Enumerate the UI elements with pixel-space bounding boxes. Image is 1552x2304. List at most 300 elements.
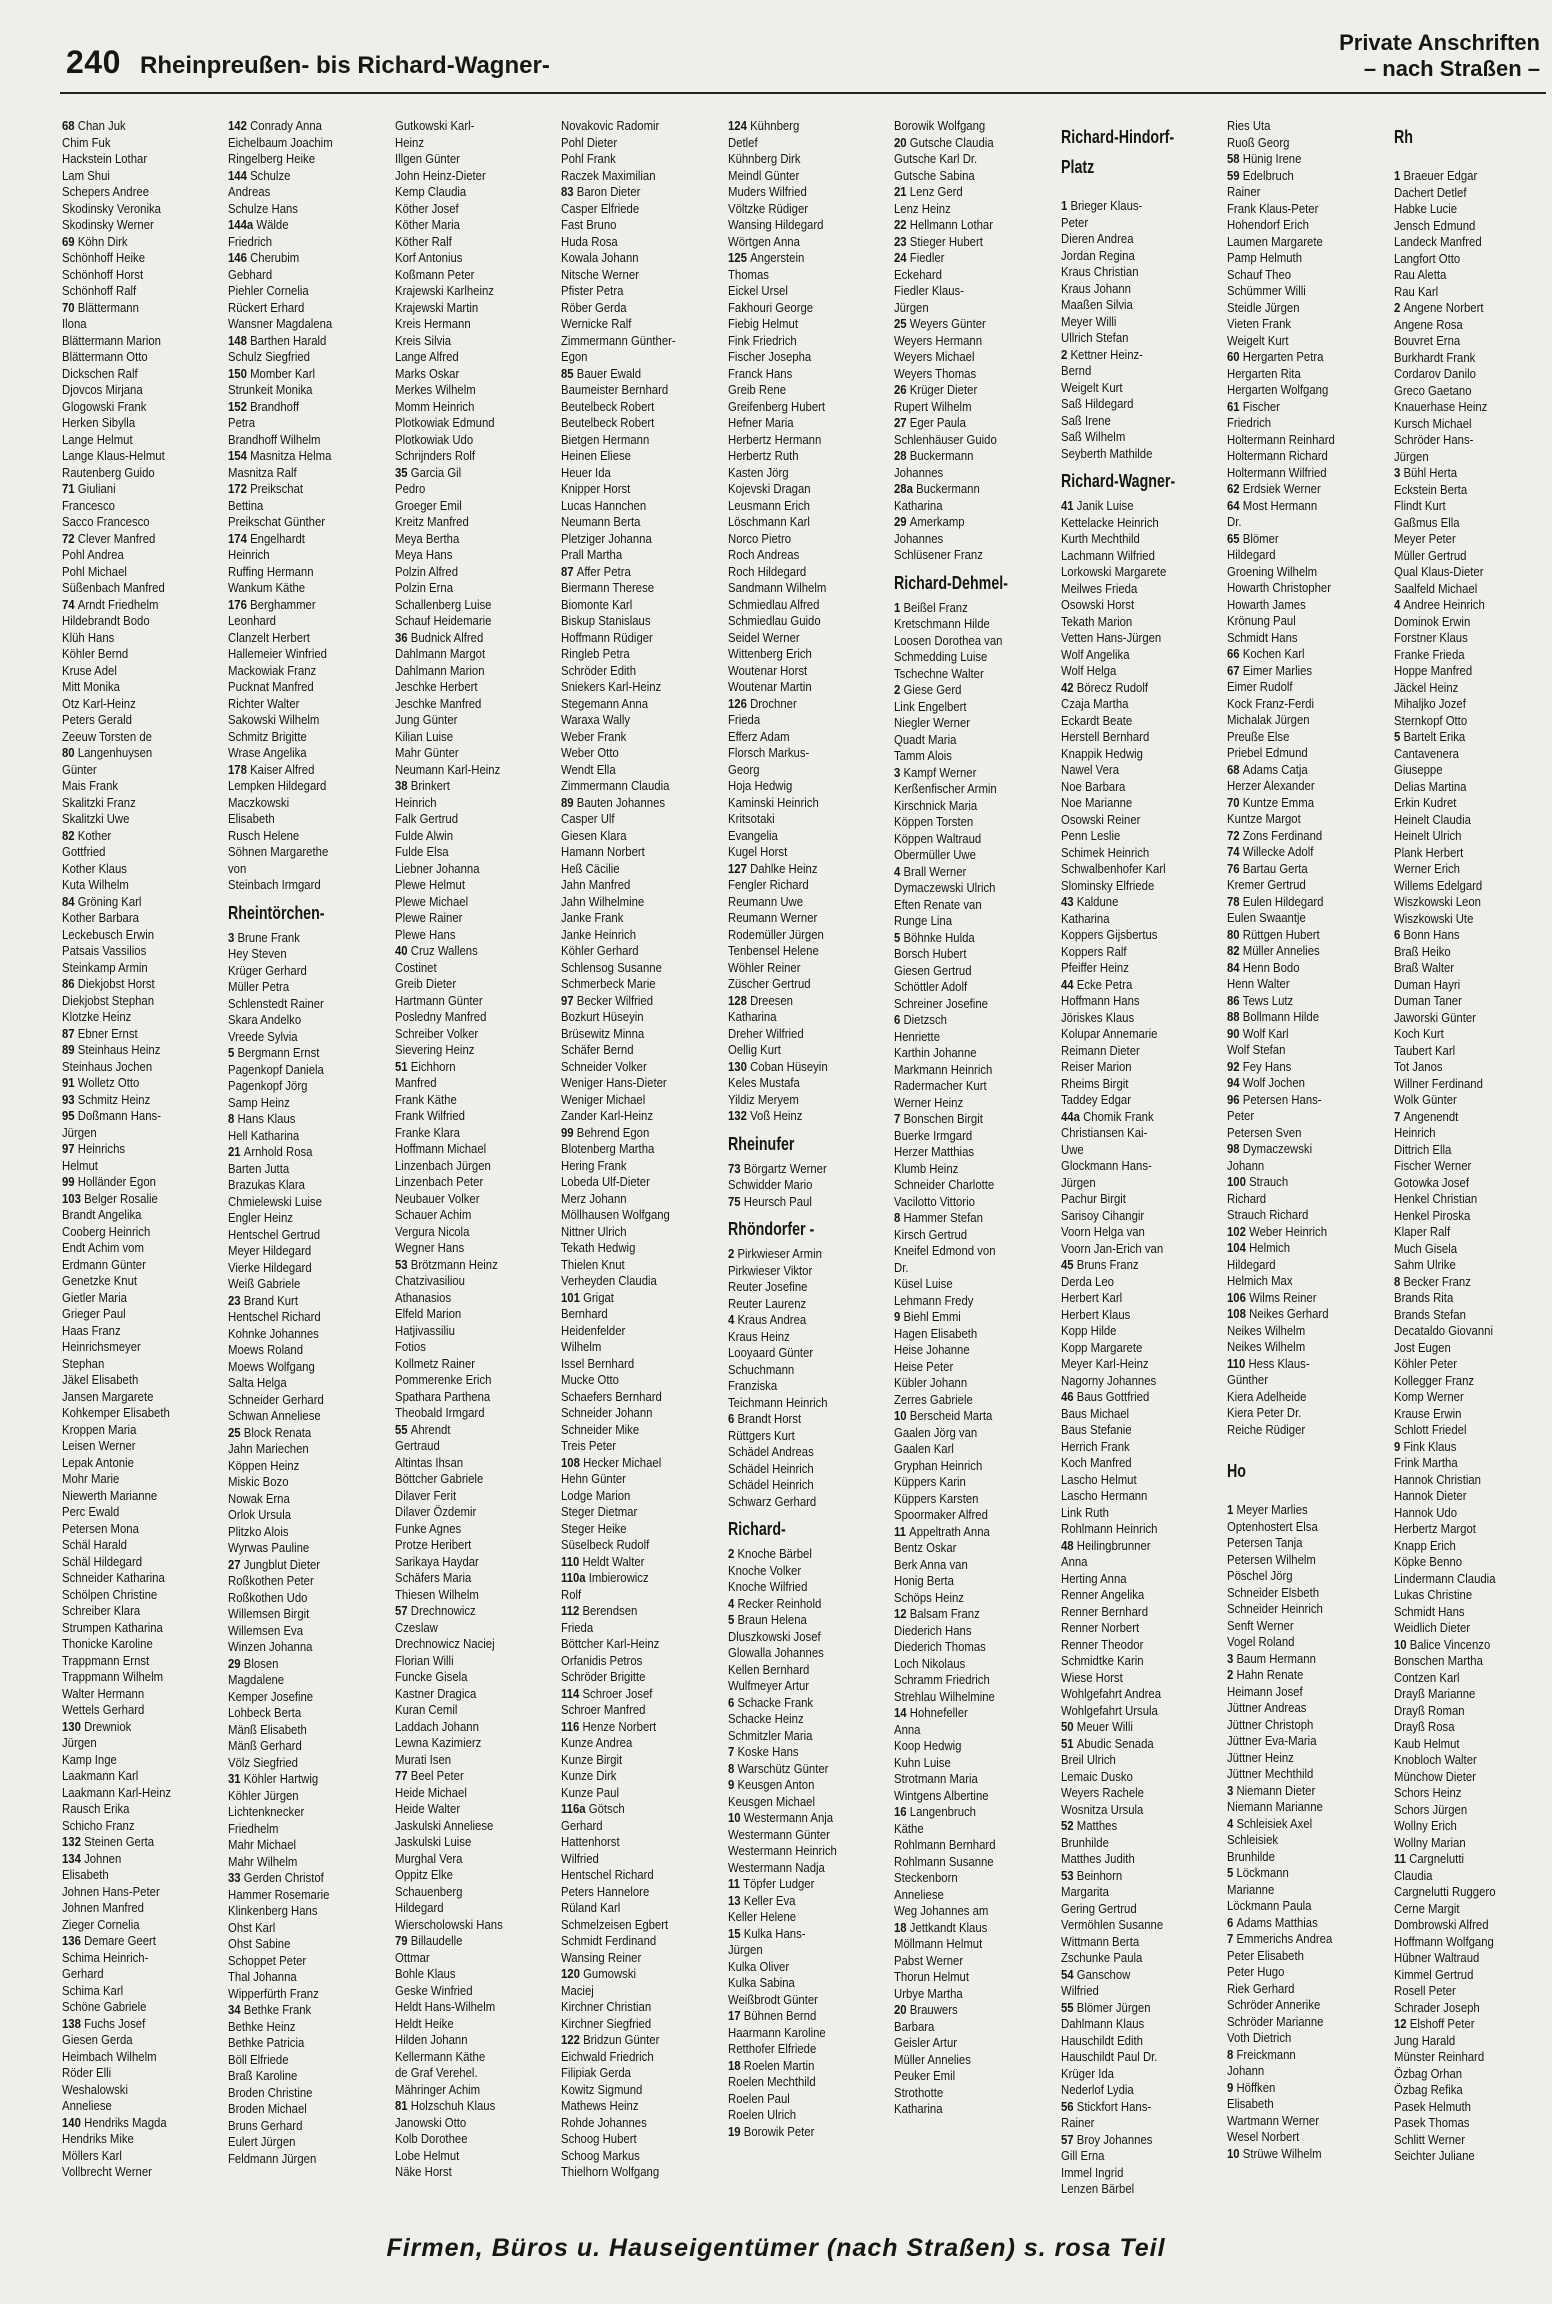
resident-entry: Kirsch Gertrud xyxy=(894,1226,968,1242)
resident-entry: Skalitzki Uwe xyxy=(62,811,130,826)
resident-entry: Friedrich xyxy=(1227,415,1272,430)
resident-entry: 45 Bruns Franz xyxy=(1060,1257,1139,1272)
resident-entry: Saß Wilhelm xyxy=(1060,429,1125,444)
resident-entry: Priebel Edmund xyxy=(1227,745,1308,760)
resident-entry: Schlitt Werner xyxy=(1393,2131,1465,2147)
resident-entry: Drechnowicz Naciej xyxy=(394,1636,495,1651)
resident-entry: 87 Ebner Ernst xyxy=(62,1025,138,1041)
resident-entry: Petersen Tanja xyxy=(1227,1535,1303,1550)
house-number: 94 xyxy=(1227,1075,1243,1090)
house-number: 12 xyxy=(894,1606,910,1621)
resident-entry: Wilfried xyxy=(1060,1983,1099,1998)
house-number: 82 xyxy=(62,827,78,843)
resident-entry: Schönhoff Ralf xyxy=(62,283,137,298)
resident-entry: Kreis Silvia xyxy=(394,332,451,348)
resident-entry: Köppen Torsten xyxy=(894,814,974,829)
resident-entry: Thorun Helmut xyxy=(894,1969,970,1984)
resident-entry: Rautenberg Guido xyxy=(62,464,155,480)
resident-entry: Jung Harald xyxy=(1393,2032,1455,2048)
resident-entry: Berk Anna van xyxy=(894,1556,968,1572)
resident-entry: Groeger Emil xyxy=(394,497,462,513)
house-number: 132 xyxy=(62,1834,85,1849)
resident-entry: Mackowiak Franz xyxy=(228,662,317,678)
resident-entry: Burkhardt Frank xyxy=(1393,349,1475,365)
resident-entry: Schoog Hubert xyxy=(561,2131,637,2146)
resident-entry: Steinbach Irmgard xyxy=(228,877,322,892)
house-number: 110a xyxy=(561,1570,590,1585)
resident-entry: Schröder Marianne xyxy=(1227,2013,1324,2029)
house-number: 29 xyxy=(228,1655,245,1671)
resident-entry: Mohr Marie xyxy=(62,1471,120,1486)
resident-entry: 90 Wolf Karl xyxy=(1227,1025,1289,1041)
resident-entry: Rupert Wilhelm xyxy=(894,398,972,414)
resident-entry: Derda Leo xyxy=(1060,1273,1114,1289)
resident-entry: Moews Roland xyxy=(228,1342,304,1357)
resident-entry: Lohbeck Berta xyxy=(228,1705,302,1720)
resident-entry: 28a Buckermann xyxy=(894,481,980,496)
resident-entry: Krönung Paul xyxy=(1227,613,1296,628)
resident-entry: 34 Bethke Frank xyxy=(228,2002,312,2017)
resident-entry: Willemsen Birgit xyxy=(228,1606,310,1621)
resident-entry: Heinelt Ulrich xyxy=(1393,828,1461,843)
resident-entry: Weyers Hermann xyxy=(894,332,983,348)
resident-entry: Wöhler Reiner xyxy=(727,959,801,975)
resident-entry: Raczek Maximilian xyxy=(561,167,656,183)
resident-entry: Weidlich Dieter xyxy=(1393,1620,1470,1635)
resident-entry: Djovcos Mirjana xyxy=(62,382,143,397)
resident-entry: Henn Walter xyxy=(1227,976,1290,991)
house-number: 98 xyxy=(1227,1141,1243,1156)
resident-entry: Lukas Christine xyxy=(1393,1587,1472,1602)
resident-entry: 120 Gumowski xyxy=(561,1966,637,1981)
house-number: 53 xyxy=(1060,1867,1077,1883)
resident-entry: Buerke Irmgard xyxy=(894,1127,973,1143)
resident-entry: Mähringer Achim xyxy=(394,2081,480,2097)
listing-column xyxy=(228,118,380,2222)
resident-entry: Schneider Volker xyxy=(561,1058,648,1074)
resident-entry: Groening Wilhelm xyxy=(1227,563,1318,579)
resident-entry: Kaminski Heinrich xyxy=(727,794,819,810)
house-number: 6 xyxy=(894,1012,904,1027)
resident-entry: Landeck Manfred xyxy=(1393,234,1482,249)
resident-entry: Link Engelbert xyxy=(894,698,967,714)
resident-entry: 10 Balice Vincenzo xyxy=(1393,1636,1490,1652)
resident-entry: Evangelia xyxy=(727,827,778,843)
resident-entry: Langfort Otto xyxy=(1393,250,1460,266)
resident-entry: Laddach Johann xyxy=(394,1718,479,1734)
resident-entry: Küppers Karin xyxy=(894,1474,967,1489)
resident-entry: Maaßen Silvia xyxy=(1060,297,1133,312)
resident-entry: 84 Gröning Karl xyxy=(62,893,142,909)
resident-entry: Brands Stefan xyxy=(1393,1306,1466,1322)
resident-entry: Merkes Wilhelm xyxy=(394,382,476,397)
resident-entry: Francesco xyxy=(62,497,115,513)
resident-entry: Hoffmann Michael xyxy=(394,1141,487,1156)
resident-entry: Hildegard xyxy=(394,1900,444,1915)
resident-entry: Willemsen Eva xyxy=(228,1622,304,1638)
resident-entry: Voth Dietrich xyxy=(1227,2030,1292,2045)
resident-entry: 67 Eimer Marlies xyxy=(1227,662,1313,678)
resident-entry: Chmielewski Luise xyxy=(228,1193,323,1209)
page-number: 240 xyxy=(66,44,121,80)
resident-entry: Kunze Andrea xyxy=(561,1735,633,1750)
house-number: 21 xyxy=(228,1144,245,1159)
house-number: 46 xyxy=(1060,1389,1077,1404)
resident-entry: Petra xyxy=(228,415,256,430)
resident-entry: Geisler Artur xyxy=(894,2035,958,2050)
house-number: 29 xyxy=(894,514,910,529)
resident-entry: Taubert Karl xyxy=(1393,1042,1455,1058)
section-heading-line2: – nach Straßen – xyxy=(1363,56,1540,81)
resident-entry: Michalak Jürgen xyxy=(1227,712,1310,727)
resident-entry: Weyers Michael xyxy=(894,349,975,364)
resident-entry: Keusgen Michael xyxy=(727,1793,815,1809)
resident-entry: Kohnke Johannes xyxy=(228,1325,320,1341)
resident-entry: Uwe xyxy=(1060,1141,1084,1157)
resident-entry: Kuran Cemil xyxy=(394,1702,458,1717)
resident-entry: Roelen Mechthild xyxy=(727,2074,816,2089)
resident-entry: Trappmann Wilhelm xyxy=(62,1669,164,1684)
resident-entry: Weber Frank xyxy=(561,728,627,744)
resident-entry: Köther Ralf xyxy=(394,233,452,249)
resident-entry: Eulen Swaantje xyxy=(1227,910,1306,925)
resident-entry: 178 Kaiser Alfred xyxy=(228,761,315,777)
resident-entry: Reuter Laurenz xyxy=(727,1295,806,1311)
resident-entry: Schmitz Brigitte xyxy=(228,728,308,744)
house-number: 93 xyxy=(62,1091,78,1107)
resident-entry: Drayß Roman xyxy=(1393,1702,1465,1718)
resident-entry: Neubauer Volker xyxy=(394,1190,480,1206)
resident-entry: 72 Clever Manfred xyxy=(62,530,156,546)
resident-entry: Meyer Peter xyxy=(1393,531,1456,546)
resident-entry: Müller Annelies xyxy=(894,2051,972,2067)
resident-entry: Strunkeit Monika xyxy=(228,382,313,397)
resident-entry: Eickel Ursel xyxy=(727,283,788,298)
resident-entry: 148 Barthen Harald xyxy=(228,332,327,348)
resident-entry: Korf Antonius xyxy=(394,250,463,265)
resident-entry: 69 Köhn Dirk xyxy=(62,233,128,249)
house-number: 148 xyxy=(228,332,251,348)
resident-entry: Vreede Sylvia xyxy=(228,1028,299,1044)
resident-entry: Hagen Elisabeth xyxy=(894,1325,978,1341)
resident-entry: Süßenbach Manfred xyxy=(62,580,165,595)
resident-entry: 11 Appeltrath Anna xyxy=(894,1523,991,1539)
resident-entry: Jaskulski Anneliese xyxy=(394,1817,494,1833)
resident-entry: Schroer Manfred xyxy=(561,1702,646,1717)
house-number: 26 xyxy=(894,382,910,397)
resident-entry: Nagorny Johannes xyxy=(1060,1372,1156,1388)
resident-entry: Beutelbeck Robert xyxy=(561,415,655,430)
resident-entry: 68 Chan Juk xyxy=(62,118,126,133)
resident-entry: 46 Baus Gottfried xyxy=(1060,1389,1149,1404)
resident-entry: Jüttner Mechthild xyxy=(1227,1766,1314,1781)
resident-entry: 14 Hohnefeller xyxy=(894,1705,969,1720)
resident-entry: Biermann Therese xyxy=(561,580,655,595)
resident-entry: Jaskulski Luise xyxy=(394,1834,472,1849)
resident-entry: Kursch Michael xyxy=(1393,415,1472,431)
resident-entry: 110 Hess Klaus- xyxy=(1227,1355,1310,1371)
resident-entry: Heinrichsmeyer xyxy=(62,1339,141,1354)
house-number: 51 xyxy=(394,1058,411,1074)
resident-entry: Anneliese xyxy=(894,1886,945,1902)
resident-entry: Yildiz Meryem xyxy=(727,1091,799,1107)
resident-entry: Köpke Benno xyxy=(1393,1554,1462,1569)
resident-entry: 10 Strüwe Wilhelm xyxy=(1227,2145,1322,2161)
resident-entry: Knobloch Walter xyxy=(1393,1752,1477,1767)
street-heading: Rhöndorfer - xyxy=(727,1219,814,1239)
resident-entry: Eckehard xyxy=(894,266,943,282)
resident-entry: Zeeuw Torsten de xyxy=(62,728,152,744)
resident-entry: Treis Peter xyxy=(561,1438,617,1453)
resident-entry: 108 Hecker Michael xyxy=(561,1454,662,1470)
house-number: 3 xyxy=(894,764,904,780)
resident-entry: Jahn Manfred xyxy=(561,877,631,892)
resident-entry: Wolf Helga xyxy=(1060,663,1116,678)
resident-entry: 174 Engelhardt xyxy=(228,530,306,546)
resident-entry: Heinrich xyxy=(228,547,271,562)
resident-entry: Jahn Wilhelmine xyxy=(561,893,645,909)
resident-entry: Blotenberg Martha xyxy=(561,1141,655,1156)
resident-entry: Münster Reinhard xyxy=(1393,2049,1484,2064)
resident-entry: Dreher Wilfried xyxy=(727,1025,804,1041)
resident-entry: Knoche Wilfried xyxy=(727,1579,808,1594)
house-number: 91 xyxy=(62,1075,78,1090)
house-number: 4 xyxy=(727,1312,738,1327)
resident-entry: Renner Bernhard xyxy=(1060,1603,1148,1619)
resident-entry: 21 Arnhold Rosa xyxy=(228,1144,313,1159)
resident-entry: Hoffmann Hans xyxy=(1060,993,1140,1008)
resident-entry: Delias Martina xyxy=(1393,778,1467,794)
house-number: 140 xyxy=(62,2114,85,2130)
resident-entry: Schümmer Willi xyxy=(1227,283,1306,298)
resident-entry: Kemp Claudia xyxy=(394,184,467,199)
resident-entry: 4 Kraus Andrea xyxy=(727,1312,806,1327)
house-number: 6 xyxy=(727,1694,738,1710)
resident-entry: Forstner Klaus xyxy=(1393,630,1468,645)
resident-entry: Peters Hannelore xyxy=(561,1883,650,1899)
resident-entry: Hübner Waltraud xyxy=(1393,1950,1479,1965)
resident-entry: Steinhaus Jochen xyxy=(62,1058,153,1074)
resident-entry: Bietgen Hermann xyxy=(561,431,650,447)
resident-entry: 95 Doßmann Hans- xyxy=(62,1108,161,1123)
resident-entry: Röber Gerda xyxy=(561,299,627,315)
resident-entry: Herrich Frank xyxy=(1060,1438,1130,1454)
section-heading-line1: Private Anschriften xyxy=(1339,30,1540,55)
resident-entry: Elisabeth xyxy=(62,1867,109,1882)
resident-entry: Pasek Helmuth xyxy=(1393,2098,1471,2114)
house-number: 21 xyxy=(894,184,910,199)
resident-entry: Schäl Harald xyxy=(62,1537,127,1552)
resident-entry: Glowalla Johannes xyxy=(727,1645,824,1660)
resident-entry: Barbara xyxy=(894,2018,935,2034)
resident-entry: Strauch Richard xyxy=(1227,1207,1309,1222)
resident-entry: Pohl Andrea xyxy=(62,547,124,562)
resident-entry: Schreiber Klara xyxy=(62,1603,141,1618)
resident-entry: Cordarov Danilo xyxy=(1393,366,1476,381)
house-number: 44a xyxy=(1060,1108,1083,1124)
resident-entry: Brüsewitz Minna xyxy=(561,1025,645,1041)
resident-entry: Wörtgen Anna xyxy=(727,233,800,249)
resident-entry: 13 Keller Eva xyxy=(727,1892,796,1908)
house-number: 74 xyxy=(1227,844,1243,859)
resident-entry: Müller Gertrud xyxy=(1393,547,1467,563)
resident-entry: Drayß Rosa xyxy=(1393,1719,1455,1734)
resident-entry: Seidel Werner xyxy=(727,629,800,645)
house-number: 28a xyxy=(894,481,917,496)
resident-entry: Dachert Detlef xyxy=(1393,184,1467,200)
resident-entry: Sternkopf Otto xyxy=(1393,712,1467,728)
resident-entry: Filipiak Gerda xyxy=(561,2065,632,2080)
resident-entry: Wipperfürth Franz xyxy=(228,1985,320,2001)
resident-entry: Hildegard xyxy=(1227,1256,1276,1272)
resident-entry: Schima Heinrich- xyxy=(62,1949,149,1965)
resident-entry: Schlüsener Franz xyxy=(894,547,984,562)
resident-entry: Diederich Hans xyxy=(894,1622,972,1638)
resident-entry: Lange Helmut xyxy=(62,431,133,447)
resident-entry: Sandmann Wilhelm xyxy=(727,580,827,595)
resident-entry: Otz Karl-Heinz xyxy=(62,695,136,711)
resident-entry: Schädel Heinrich xyxy=(727,1477,814,1492)
resident-entry: Hallemeier Winfried xyxy=(228,646,328,661)
resident-entry: Gertraud xyxy=(394,1438,440,1453)
resident-entry: Meya Hans xyxy=(394,547,453,562)
resident-entry: Roßkothen Udo xyxy=(228,1589,308,1605)
resident-entry: Nederlof Lydia xyxy=(1060,2082,1134,2097)
house-number: 150 xyxy=(228,365,251,381)
resident-entry: Plewe Helmut xyxy=(394,877,465,892)
resident-entry: Rausch Erika xyxy=(62,1801,130,1816)
resident-entry: 99 Holländer Egon xyxy=(62,1174,156,1189)
resident-entry: Merz Johann xyxy=(561,1190,627,1206)
resident-entry: Hannok Udo xyxy=(1393,1504,1457,1520)
resident-entry: Henkel Christian xyxy=(1393,1191,1477,1206)
spacer-line xyxy=(1061,184,1213,198)
resident-entry: Bernhard xyxy=(561,1306,608,1321)
resident-entry: 44 Ecke Petra xyxy=(1060,976,1132,992)
resident-entry: Schepers Andree xyxy=(62,184,150,199)
resident-entry: Wrase Angelika xyxy=(228,745,308,760)
resident-entry: Giesen Gertrud xyxy=(894,962,972,978)
resident-entry: Heise Johanne xyxy=(894,1342,970,1357)
resident-entry: Gotowka Josef xyxy=(1393,1174,1469,1190)
resident-entry: Engler Heinz xyxy=(228,1210,294,1225)
resident-entry: Lascho Hermann xyxy=(1060,1488,1148,1503)
resident-entry: Klaper Ralf xyxy=(1393,1224,1450,1239)
resident-entry: Borowik Wolfgang xyxy=(894,118,986,133)
house-number: 138 xyxy=(62,2015,85,2031)
house-number: 136 xyxy=(62,1933,85,1948)
resident-entry: Falk Gertrud xyxy=(394,811,458,826)
resident-entry: Clanzelt Herbert xyxy=(228,629,311,645)
house-number: 9 xyxy=(1393,1438,1404,1454)
resident-entry: Hentschel Gertrud xyxy=(228,1226,321,1242)
resident-entry: Hoffmann Rüdiger xyxy=(561,629,654,645)
house-number: 7 xyxy=(1393,1108,1404,1124)
resident-entry: Spoormaker Alfred xyxy=(894,1507,989,1522)
resident-entry: Köhler Gerhard xyxy=(561,943,639,958)
resident-entry: Kreitz Manfred xyxy=(394,514,469,529)
house-number: 6 xyxy=(1227,1914,1237,1930)
resident-entry: Schuchmann xyxy=(727,1361,794,1377)
resident-entry: Baus Michael xyxy=(1060,1405,1129,1421)
house-number: 120 xyxy=(561,1966,584,1981)
street-heading: Richard-Wagner- xyxy=(1060,471,1175,491)
resident-entry: Hentschel Richard xyxy=(561,1867,654,1882)
resident-entry: Pedro xyxy=(394,481,426,496)
house-number: 23 xyxy=(894,233,910,249)
resident-entry: Masnitza Ralf xyxy=(228,464,298,480)
resident-entry: Hatjivassiliu xyxy=(394,1322,455,1338)
resident-entry: 176 Berghammer xyxy=(228,596,317,612)
resident-entry: Preikschat Günther xyxy=(228,514,326,529)
resident-entry: Gebhard xyxy=(228,266,273,282)
resident-entry: Kollmetz Rainer xyxy=(394,1355,475,1371)
resident-entry: 70 Kuntze Emma xyxy=(1227,794,1315,810)
resident-entry: Casper Elfriede xyxy=(561,200,640,216)
resident-entry: Richter Walter xyxy=(228,695,300,711)
resident-entry: 55 Ahrendt xyxy=(394,1421,451,1437)
resident-entry: Greifenberg Hubert xyxy=(727,398,825,414)
resident-entry: Decataldo Giovanni xyxy=(1393,1323,1493,1338)
resident-entry: 125 Angerstein xyxy=(727,250,805,265)
resident-entry: Altintas Ihsan xyxy=(394,1454,463,1470)
resident-entry: 29 Blosen xyxy=(228,1655,279,1671)
house-number: 11 xyxy=(894,1523,910,1539)
house-number: 108 xyxy=(561,1454,584,1470)
resident-entry: Weg Johannes am xyxy=(894,1903,989,1918)
resident-entry: Walter Hermann xyxy=(62,1685,145,1701)
resident-entry: 56 Stickfort Hans- xyxy=(1060,2098,1151,2114)
resident-entry: Kellermann Käthe xyxy=(394,2048,486,2064)
resident-entry: Özbag Refika xyxy=(1393,2082,1463,2097)
resident-entry: Johannes xyxy=(894,530,944,546)
house-number: 48 xyxy=(1060,1537,1077,1553)
resident-entry: Schlott Friedel xyxy=(1393,1422,1467,1437)
resident-entry: Heinelt Claudia xyxy=(1393,811,1471,827)
resident-entry: Link Ruth xyxy=(1060,1504,1109,1520)
house-number: 127 xyxy=(727,860,750,876)
resident-entry: Westermann Nadja xyxy=(727,1859,825,1875)
resident-entry: 7 Koske Hans xyxy=(727,1744,799,1759)
resident-entry: Reumann Uwe xyxy=(727,893,803,909)
resident-entry: Verheyden Claudia xyxy=(561,1273,658,1288)
resident-entry: Seyberth Mathilde xyxy=(1060,445,1153,461)
resident-entry: Laakmann Karl-Heinz xyxy=(62,1784,172,1800)
resident-entry: Manfred xyxy=(394,1075,437,1090)
resident-entry: Neumann Karl-Heinz xyxy=(394,761,501,777)
resident-entry: 3 Baum Hermann xyxy=(1227,1650,1316,1666)
resident-entry: Zimmermann Claudia xyxy=(561,778,670,793)
resident-entry: Niegler Werner xyxy=(894,715,971,730)
resident-entry: Schors Jürgen xyxy=(1393,1801,1467,1817)
resident-entry: Koop Hedwig xyxy=(894,1738,962,1753)
resident-entry: Flindt Kurt xyxy=(1393,498,1446,513)
resident-entry: Herbertz Ruth xyxy=(727,448,799,463)
resident-entry: Günther xyxy=(1227,1372,1269,1387)
resident-entry: Rohlmann Heinrich xyxy=(1060,1521,1158,1536)
resident-entry: Schmelzeisen Egbert xyxy=(561,1916,669,1932)
resident-entry: Reimann Dieter xyxy=(1060,1042,1140,1058)
resident-entry: Renner Angelika xyxy=(1060,1587,1144,1602)
resident-entry: Weyers Thomas xyxy=(894,365,977,381)
resident-entry: Markmann Heinrich xyxy=(894,1061,993,1077)
resident-entry: Steckenborn xyxy=(894,1870,958,1885)
resident-entry: Knipper Horst xyxy=(561,481,631,496)
house-number: 43 xyxy=(1060,894,1077,909)
resident-entry: Hehn Günter xyxy=(561,1471,627,1486)
resident-entry: Dieren Andrea xyxy=(1060,231,1134,246)
resident-entry: 11 Töpfer Ludger xyxy=(727,1876,815,1891)
